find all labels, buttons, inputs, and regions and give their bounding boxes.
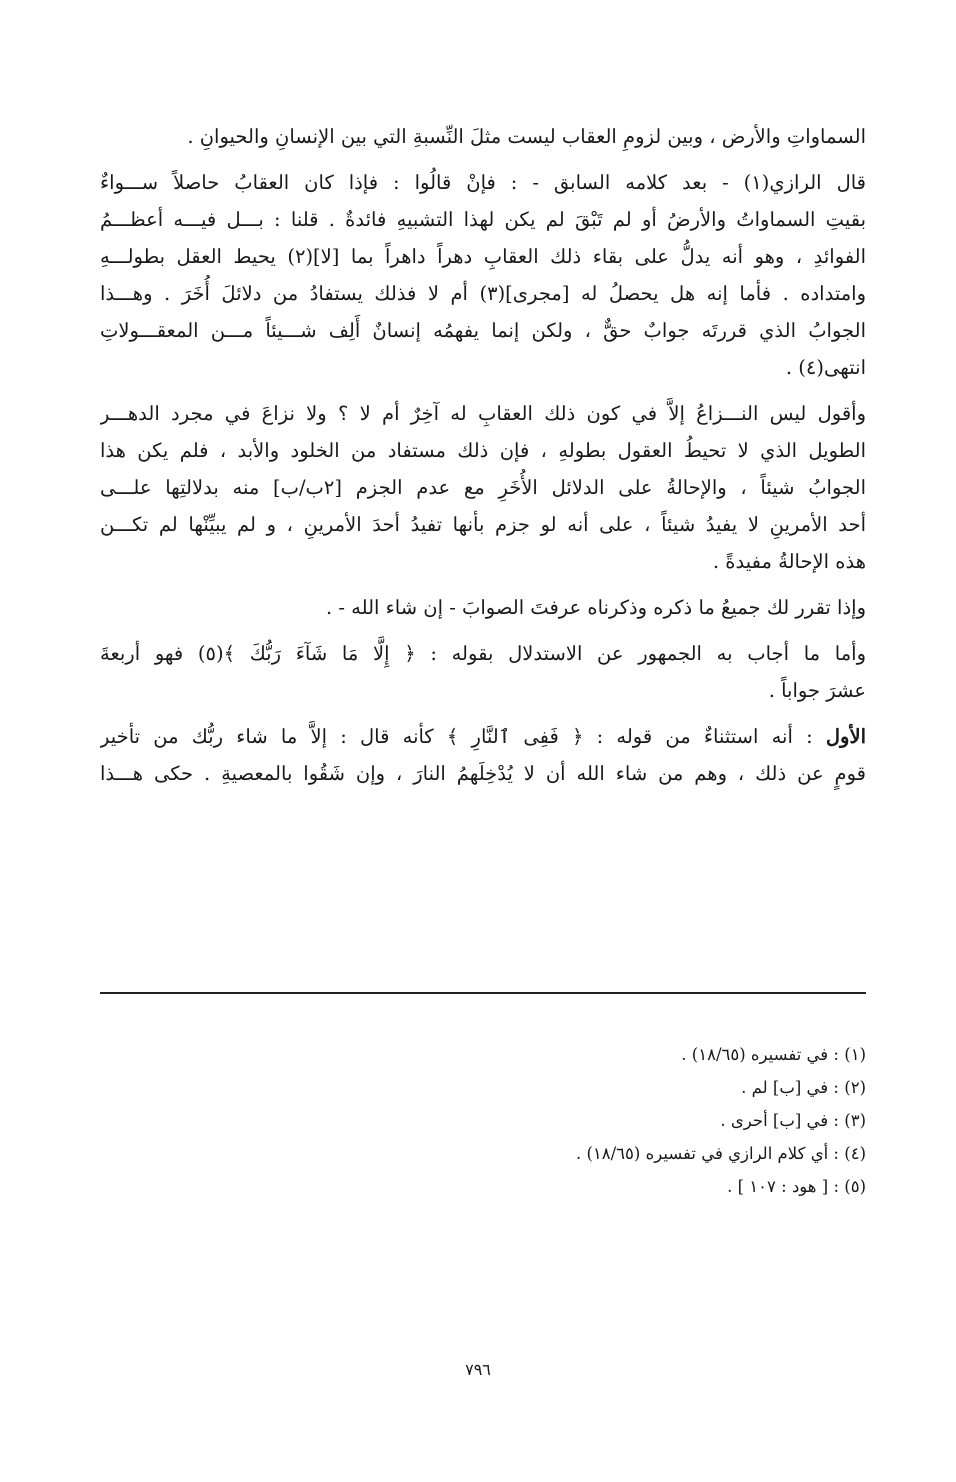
text-line: الجوابُ الذي قررتَه جوابٌ حقٌّ ، ولكن إنما يفهمُه إنسانٌ أَلِف شـــيئاً مـــن المعقـــولاتِ: [100, 319, 866, 342]
text-line: وأقول ليس النـــزاعُ إلاَّ في كون ذلك العقابِ له آخِرٌ أم لا ؟ ولا نزاعَ في مجرد الدهـــر: [100, 402, 866, 425]
text-line: السماواتِ والأرض ، وبين لزومِ العقاب ليست مثلَ النِّسبةِ التي بين الإنسانِ والحيوانِ .: [187, 125, 866, 148]
text-line: الجوابُ شيئاً ، والإحالةُ على الدلائل الأُخَرِ مع عدم الجزم [٢ب/ب] منه بدلالتِها علـــى: [100, 476, 866, 499]
text-line: وإذا تقرر لك جميعُ ما ذكره وذكرناه عرفتَ الصوابَ - إن شاء الله - .: [325, 596, 866, 619]
text-line: قال الرازي(١) - بعد كلامه السابق - : فإنْ قالُوا : فإذا كان العقابُ حاصلاً ســـواءٌ: [100, 171, 866, 194]
text-line-rest: : أنه استثناءٌ من قوله : ﴿ فَفِى ٱلنَّارِ ﴾ كأنه قال : إلاَّ ما شاء ربُّك من تأخير: [100, 725, 813, 748]
text-line: الطويل الذي لا تحيطُ العقول بطولهِ ، فإن ذلك مستفاد من الخلود والأبد ، فلم يكن هذا: [100, 439, 866, 462]
footnote: (٤) : أي كلام الرازي في تفسيره (١٨/٦٥) .: [575, 1144, 866, 1163]
text-line: بقيتِ السماواتُ والأرضُ أو لم تَبْقَ لم يكن لهذا التشبيهِ فائدةٌ . قلنا : بـــل فيـــه أعظـــمُ: [100, 208, 866, 231]
paragraph-gap: [100, 155, 866, 164]
text-line: وامتداده . فأما إنه هل يحصلُ له [مجرى](٣) أم لا فذلك يستفادُ من دلائلَ أُخَرَ . وهـــذا: [100, 282, 866, 305]
main-text: [100, 118, 866, 792]
footnote: (٥) : [ هود : ١٠٧ ] .: [727, 1177, 866, 1196]
paragraph-gap: [100, 709, 866, 718]
text-line: وأما ما أجاب به الجمهور عن الاستدلال بقوله : ﴿ إِلَّا مَا شَآءَ رَبُّكَ ﴾(٥) فهو أربعةَ: [100, 642, 866, 665]
footnote-divider: [100, 992, 866, 994]
text-line: أحد الأمرينِ لا يفيدُ شيئاً ، على أنه لو جزم بأنها تفيدُ أحدَ الأمرينِ ، و لم يبيِّنْها لم تكـــن: [100, 513, 866, 536]
text-line: قومٍ عن ذلك ، وهم من شاء الله أن لا يُدْخِلَهمُ النارَ ، وإن شَقُوا بالمعصيةِ . حكى هـــذا: [100, 762, 866, 785]
text-line: [100, 718, 866, 755]
footnote: (٣) : في [ب] أحرى .: [720, 1111, 866, 1130]
section-heading-word: الأول: [825, 725, 866, 748]
paragraph-gap: [100, 580, 866, 589]
paragraph-gap: [100, 626, 866, 635]
footnote: (١) : في تفسيره (١٨/٦٥) .: [681, 1045, 866, 1064]
paragraph-gap: [100, 386, 866, 395]
footnotes: [100, 1038, 866, 1203]
page-number: ٧٩٦: [465, 1360, 491, 1379]
text-line: عشرَ جواباً .: [768, 679, 866, 702]
text-line: انتهى(٤) .: [785, 356, 866, 379]
text-line: الفوائدِ ، وهو أنه يدلُّ على بقاء ذلك العقابِ دهراً داهراً بما [لا](٢) يحيط العقل بطولـــهِ: [100, 245, 866, 268]
footnote: (٢) : في [ب] لم .: [741, 1078, 866, 1097]
text-line: هذه الإحالةُ مفيدةً .: [712, 550, 866, 573]
